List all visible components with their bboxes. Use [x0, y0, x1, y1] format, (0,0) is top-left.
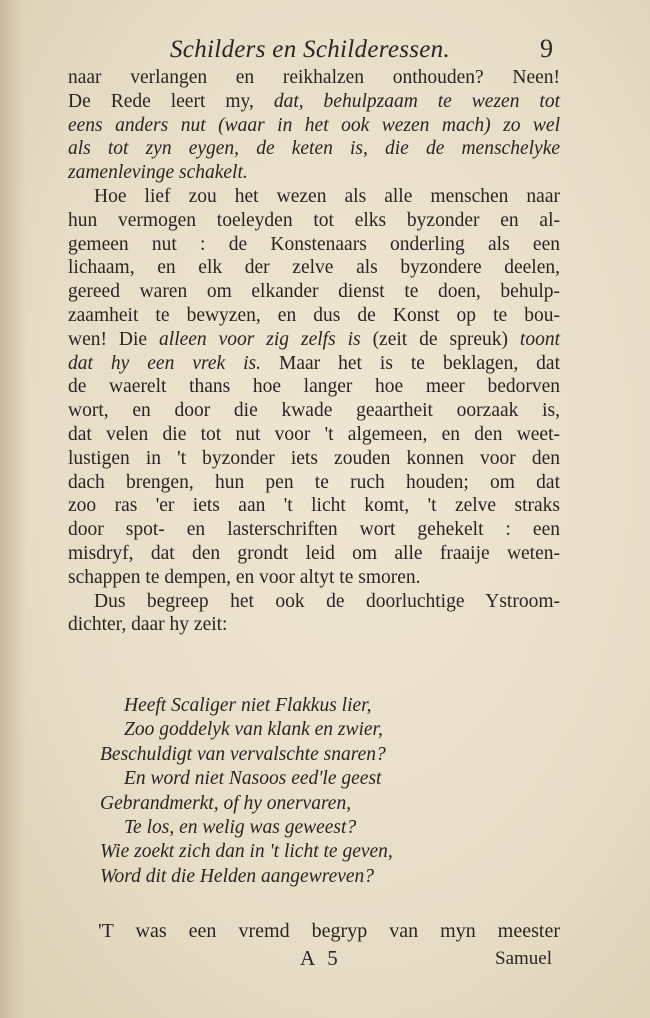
text-line: eens anders nut (waar in het ook wezen mach) zo wel — [68, 114, 560, 136]
text-line: wen! Die alleen voor zig zelfs is (zeit de spreuk) toont — [68, 328, 561, 350]
text-line: De Rede leert my, dat, behulpzaam te wezen tot — [68, 90, 560, 112]
text-line: naar verlangen en reikhalzen onthouden? Neen! — [68, 67, 560, 88]
text-line: door spot- en lasterschriften wort gehekelt : een — [68, 519, 560, 541]
paragraph-1 — [68, 66, 560, 185]
body-text — [68, 66, 560, 637]
text-line: zoo ras 'er iets aan 't licht komt, 't zelve straks — [68, 495, 560, 517]
text-line: Hoe lief zou het wezen als alle menschen naar — [94, 185, 560, 207]
poem-line: Heeft Scaliger niet Flakkus lier, — [124, 695, 372, 716]
poem-line: Wie zoekt zich dan in 't licht te geven, — [100, 841, 393, 863]
page-number: 9 — [540, 34, 553, 63]
text-line: dat velen die tot nut voor 't algemeen, en den weet- — [68, 423, 560, 445]
poem-line: Beschuldigt van vervalschte snaren? — [100, 743, 386, 765]
poem-line: En word niet Nasoos eed'le geest — [124, 768, 382, 790]
poem-line: Te los, en welig was geweest? — [124, 817, 357, 839]
text-line: dat hy een vrek is. Maar het is te beklagen, dat — [68, 352, 560, 374]
catchword: Samuel — [495, 948, 552, 969]
final-line: 'T was een vremd begryp van myn meester — [98, 920, 560, 942]
text-line: hun vermogen toeleyden tot elks byzonder en al- — [68, 209, 560, 231]
text-line: zaamheit te bewyzen, en dus de Konst op te bou- — [68, 304, 560, 326]
page-gutter — [0, 0, 26, 1018]
paragraph-2 — [68, 185, 560, 590]
text-line: schappen te dempen, en voor altyt te smoren. — [68, 566, 421, 588]
poem-line: Gebrandmerkt, of hy onervaren, — [100, 792, 352, 814]
text-line: dichter, daar hy zeit: — [68, 614, 228, 636]
text-line: gemeen nut : de Konstenaars onderling als een — [68, 233, 560, 255]
text-line: Dus begreep het ook de doorluchtige Ystroom- — [94, 590, 560, 612]
running-title: Schilders en Schilderessen. — [170, 36, 451, 63]
text-line: wort, en door die kwade geaartheit oorzaak is, — [68, 400, 560, 422]
signature-mark: A 5 — [300, 946, 342, 970]
poem-line: Zoo goddelyk van klank en zwier, — [124, 719, 383, 741]
paragraph-3 — [68, 590, 560, 638]
text-line: dach brengen, hun pen te ruch houden; om dat — [68, 471, 560, 493]
text-line: misdryf, dat den grondt leid om alle fraaije weten- — [68, 542, 560, 564]
poem-line: Word dit die Helden aangewreven? — [100, 865, 375, 887]
text-line: lustigen in 't byzonder iets zouden konnen voor den — [68, 447, 560, 469]
poem-quotation — [100, 694, 540, 889]
text-line: zamenlevinge schakelt. — [68, 162, 248, 184]
text-line: de waerelt thans hoe langer hoe meer bedorven — [68, 376, 560, 398]
text-line: gereed waren om elkander dienst te doen, behulp- — [68, 281, 560, 303]
text-line: lichaam, en elk der zelve als byzondere deelen, — [68, 257, 560, 279]
text-line: als tot zyn eygen, de keten is, die de menschelyke — [68, 138, 560, 160]
